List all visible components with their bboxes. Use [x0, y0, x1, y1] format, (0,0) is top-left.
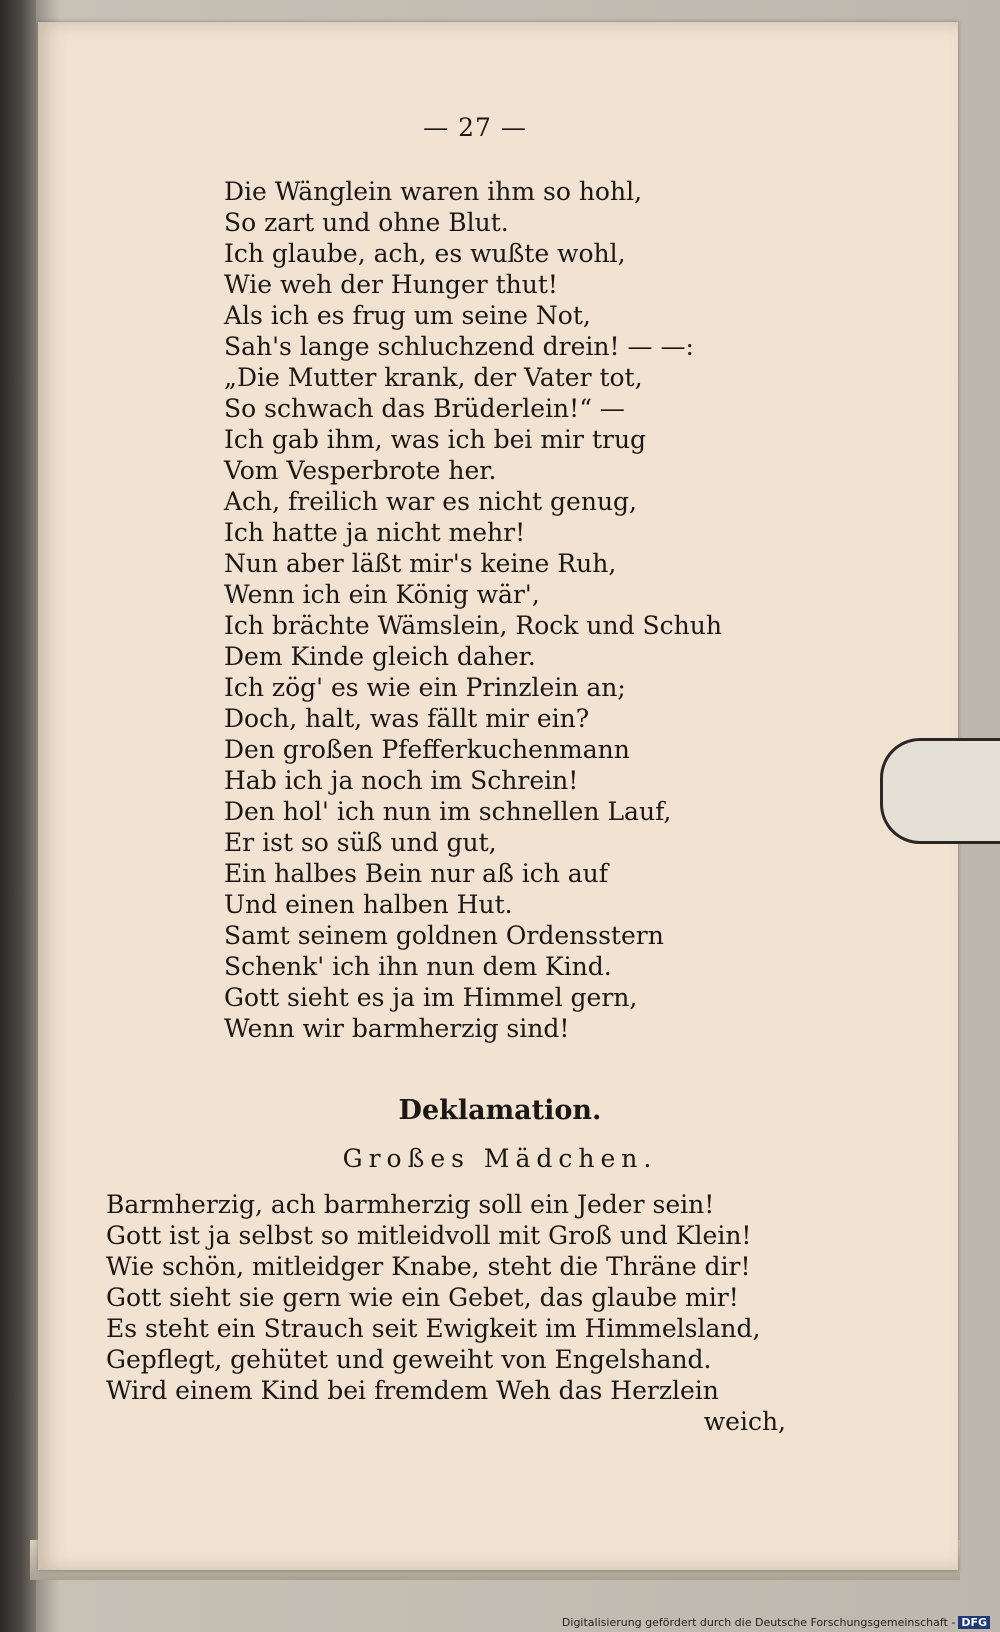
poem-line: So zart und ohne Blut.: [224, 208, 509, 237]
section-subheading: Großes Mädchen.: [342, 1144, 658, 1173]
prose-line: weich,: [703, 1407, 786, 1436]
poem-line: „Die Mutter krank, der Vater tot,: [224, 363, 643, 392]
page-number: — 27 —: [423, 113, 527, 142]
poem-line: Er ist so süß und gut,: [224, 828, 497, 857]
prose-line: Wird einem Kind bei fremdem Weh das Herzlein: [106, 1376, 719, 1405]
poem-line: Wenn ich ein König wär',: [224, 580, 540, 609]
poem-line: Ich hatte ja nicht mehr!: [224, 518, 526, 547]
poem-line: Schenk' ich ihn nun dem Kind.: [224, 952, 612, 981]
page-tab: [880, 738, 1000, 844]
poem: [224, 176, 722, 1044]
poem-line: Dem Kinde gleich daher.: [224, 642, 536, 671]
prose-line: Gepflegt, gehütet und geweiht von Engelshand.: [106, 1345, 712, 1374]
prose-line: Gott sieht sie gern wie ein Gebet, das glaube mir!: [106, 1283, 739, 1312]
poem-line: Gott sieht es ja im Himmel gern,: [224, 983, 638, 1012]
poem-line: Ich glaube, ach, es wußte wohl,: [224, 239, 626, 268]
poem-line: Vom Vesperbrote her.: [224, 456, 497, 485]
poem-line: Und einen halben Hut.: [224, 890, 513, 919]
poem-line: Ein halbes Bein nur aß ich auf: [224, 859, 609, 888]
poem-line: Die Wänglein waren ihm so hohl,: [224, 177, 643, 206]
book-spine: [0, 0, 36, 1632]
prose-line: Barmherzig, ach barmherzig soll ein Jeder sein!: [106, 1190, 715, 1219]
poem-line: So schwach das Brüderlein!“ —: [224, 394, 625, 423]
poem-line: Den großen Pfefferkuchenmann: [224, 735, 630, 764]
poem-line: Ich gab ihm, was ich bei mir trug: [224, 425, 647, 454]
prose-line: Gott ist ja selbst so mitleidvoll mit Groß und Klein!: [106, 1221, 752, 1250]
poem-line: Ich zög' es wie ein Prinzlein an;: [224, 673, 626, 702]
poem-line: Wenn wir barmherzig sind!: [224, 1014, 570, 1043]
prose: [106, 1189, 786, 1437]
dfg-logo: DFG: [958, 1616, 990, 1629]
section-heading: Deklamation.: [398, 1095, 602, 1126]
poem-line: Wie weh der Hunger thut!: [224, 270, 558, 299]
digitization-footer: [562, 1616, 990, 1629]
poem-line: Als ich es frug um seine Not,: [224, 301, 591, 330]
footer-text: Digitalisierung gefördert durch die Deutsche Forschungsgemeinschaft -: [561, 1616, 956, 1629]
poem-line: Den hol' ich nun im schnellen Lauf,: [224, 797, 672, 826]
poem-line: Sah's lange schluchzend drein! — —:: [224, 332, 694, 361]
poem-line: Ach, freilich war es nicht genug,: [224, 487, 638, 516]
poem-line: Hab ich ja noch im Schrein!: [224, 766, 579, 795]
prose-line: Es steht ein Strauch seit Ewigkeit im Himmelsland,: [106, 1314, 761, 1343]
poem-line: Doch, halt, was fällt mir ein?: [224, 704, 590, 733]
poem-line: Nun aber läßt mir's keine Ruh,: [224, 549, 617, 578]
poem-line: Ich brächte Wämslein, Rock und Schuh: [224, 611, 722, 640]
poem-line: Samt seinem goldnen Ordensstern: [224, 921, 664, 950]
prose-line: Wie schön, mitleidger Knabe, steht die Thräne dir!: [106, 1252, 751, 1281]
